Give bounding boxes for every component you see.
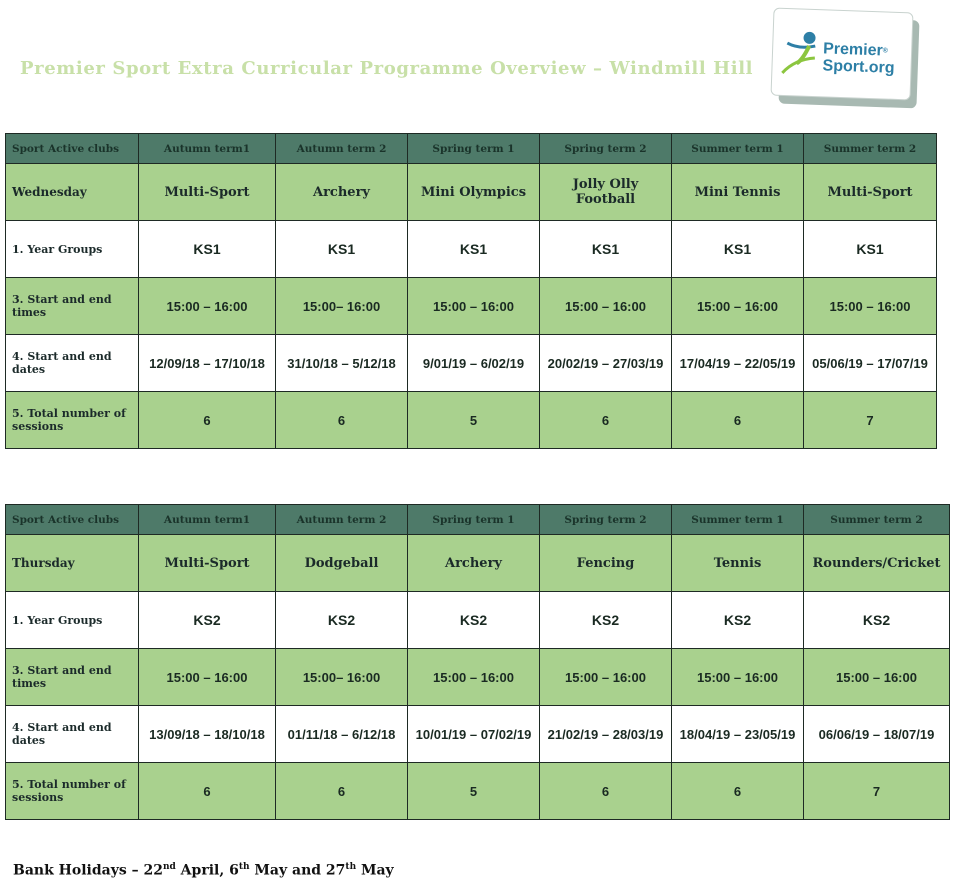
header-term: Summer term 1 — [672, 505, 804, 535]
footer-sup: th — [238, 862, 250, 872]
dates-row — [6, 335, 937, 392]
sessions-cell: 6 — [139, 392, 276, 449]
sessions-cell: 6 — [540, 763, 672, 820]
year-cell: KS1 — [139, 221, 276, 278]
row-label: 5. Total number of sessions — [6, 392, 139, 449]
time-cell: 15:00 – 16:00 — [139, 649, 276, 706]
header-label: Sport Active clubs — [6, 134, 139, 164]
year-groups-row — [6, 221, 937, 278]
premier-sport-logo — [772, 10, 920, 108]
sport-cell: Archery — [408, 535, 540, 592]
header-term: Summer term 1 — [672, 134, 804, 164]
row-label: 3. Start and end times — [6, 278, 139, 335]
dates-row — [6, 706, 950, 763]
sport-row — [6, 164, 937, 221]
sessions-cell: 6 — [672, 763, 804, 820]
footer-text: April, 6 — [175, 862, 239, 879]
time-cell: 15:00– 16:00 — [276, 278, 408, 335]
date-cell: 21/02/19 – 28/03/19 — [540, 706, 672, 763]
sessions-cell: 6 — [540, 392, 672, 449]
date-cell: 12/09/18 – 17/10/18 — [139, 335, 276, 392]
year-cell: KS1 — [540, 221, 672, 278]
sessions-cell: 6 — [276, 763, 408, 820]
header-term: Summer term 2 — [804, 505, 950, 535]
year-cell: KS2 — [804, 592, 950, 649]
sport-cell: Dodgeball — [276, 535, 408, 592]
header-term: Autumn term1 — [139, 134, 276, 164]
time-cell: 15:00 – 16:00 — [540, 649, 672, 706]
row-label: 4. Start and end dates — [6, 706, 139, 763]
year-cell: KS2 — [139, 592, 276, 649]
date-cell: 06/06/19 – 18/07/19 — [804, 706, 950, 763]
footer-sup: th — [345, 862, 357, 872]
header-term: Autumn term 2 — [276, 505, 408, 535]
header-term: Summer term 2 — [804, 134, 937, 164]
sport-row — [6, 535, 950, 592]
footer-sup: nd — [162, 862, 176, 872]
sessions-cell: 6 — [276, 392, 408, 449]
time-cell: 15:00 – 16:00 — [408, 649, 540, 706]
row-label: 4. Start and end dates — [6, 335, 139, 392]
time-cell: 15:00 – 16:00 — [408, 278, 540, 335]
time-cell: 15:00– 16:00 — [276, 649, 408, 706]
page-title: Premier Sport Extra Curricular Programme Overview – Windmill Hill — [20, 58, 754, 79]
time-cell: 15:00 – 16:00 — [672, 649, 804, 706]
year-cell: KS1 — [672, 221, 804, 278]
date-cell: 9/01/19 – 6/02/19 — [408, 335, 540, 392]
logo-card — [771, 8, 914, 101]
row-label: 1. Year Groups — [6, 221, 139, 278]
sport-cell: Multi-Sport — [139, 164, 276, 221]
footer-text: Bank Holidays – 22 — [13, 862, 163, 879]
row-label: 1. Year Groups — [6, 592, 139, 649]
sport-cell: Mini Olympics — [408, 164, 540, 221]
header-term: Autumn term 2 — [276, 134, 408, 164]
sport-cell: Mini Tennis — [672, 164, 804, 221]
header-label: Sport Active clubs — [6, 505, 139, 535]
logo-line2: Sport.org — [822, 57, 895, 77]
date-cell: 31/10/18 – 5/12/18 — [276, 335, 408, 392]
date-cell: 13/09/18 – 18/10/18 — [139, 706, 276, 763]
logo-text — [822, 40, 895, 76]
sport-cell: Multi-Sport — [804, 164, 937, 221]
header-term: Spring term 1 — [408, 134, 540, 164]
wednesday-schedule-table — [5, 133, 937, 449]
year-cell: KS2 — [540, 592, 672, 649]
header-term: Autumn term1 — [139, 505, 276, 535]
year-cell: KS2 — [276, 592, 408, 649]
sessions-cell: 7 — [804, 392, 937, 449]
date-cell: 05/06/19 – 17/07/19 — [804, 335, 937, 392]
date-cell: 18/04/19 – 23/05/19 — [672, 706, 804, 763]
day-label: Wednesday — [6, 164, 139, 221]
time-cell: 15:00 – 16:00 — [139, 278, 276, 335]
sport-cell: Archery — [276, 164, 408, 221]
sessions-row — [6, 763, 950, 820]
day-label: Thursday — [6, 535, 139, 592]
year-cell: KS1 — [408, 221, 540, 278]
sport-cell: Tennis — [672, 535, 804, 592]
sport-cell: Jolly Olly Football — [540, 164, 672, 221]
logo-reg: ® — [882, 47, 889, 55]
time-cell: 15:00 – 16:00 — [804, 649, 950, 706]
sessions-cell: 5 — [408, 763, 540, 820]
date-cell: 17/04/19 – 22/05/19 — [672, 335, 804, 392]
time-cell: 15:00 – 16:00 — [804, 278, 937, 335]
header-term: Spring term 2 — [540, 505, 672, 535]
year-cell: KS2 — [672, 592, 804, 649]
header-term: Spring term 1 — [408, 505, 540, 535]
sessions-cell: 5 — [408, 392, 540, 449]
time-cell: 15:00 – 16:00 — [672, 278, 804, 335]
sessions-row — [6, 392, 937, 449]
date-cell: 01/11/18 – 6/12/18 — [276, 706, 408, 763]
bank-holidays-note — [13, 862, 394, 879]
sport-cell: Rounders/Cricket — [804, 535, 950, 592]
sessions-cell: 6 — [672, 392, 804, 449]
times-row — [6, 649, 950, 706]
thursday-schedule-table — [5, 504, 950, 820]
logo-line1: Premier — [822, 40, 884, 60]
year-groups-row — [6, 592, 950, 649]
times-row — [6, 278, 937, 335]
time-cell: 15:00 – 16:00 — [540, 278, 672, 335]
row-label: 5. Total number of sessions — [6, 763, 139, 820]
date-cell: 20/02/19 – 27/03/19 — [540, 335, 672, 392]
footer-text: May and 27 — [249, 862, 346, 879]
year-cell: KS2 — [408, 592, 540, 649]
date-cell: 10/01/19 – 07/02/19 — [408, 706, 540, 763]
footer-text: May — [356, 862, 394, 879]
sessions-cell: 7 — [804, 763, 950, 820]
sessions-cell: 6 — [139, 763, 276, 820]
table-header-row — [6, 505, 950, 535]
header-term: Spring term 2 — [540, 134, 672, 164]
year-cell: KS1 — [804, 221, 937, 278]
table-header-row — [6, 134, 937, 164]
sport-cell: Multi-Sport — [139, 535, 276, 592]
row-label: 3. Start and end times — [6, 649, 139, 706]
year-cell: KS1 — [276, 221, 408, 278]
sport-cell: Fencing — [540, 535, 672, 592]
